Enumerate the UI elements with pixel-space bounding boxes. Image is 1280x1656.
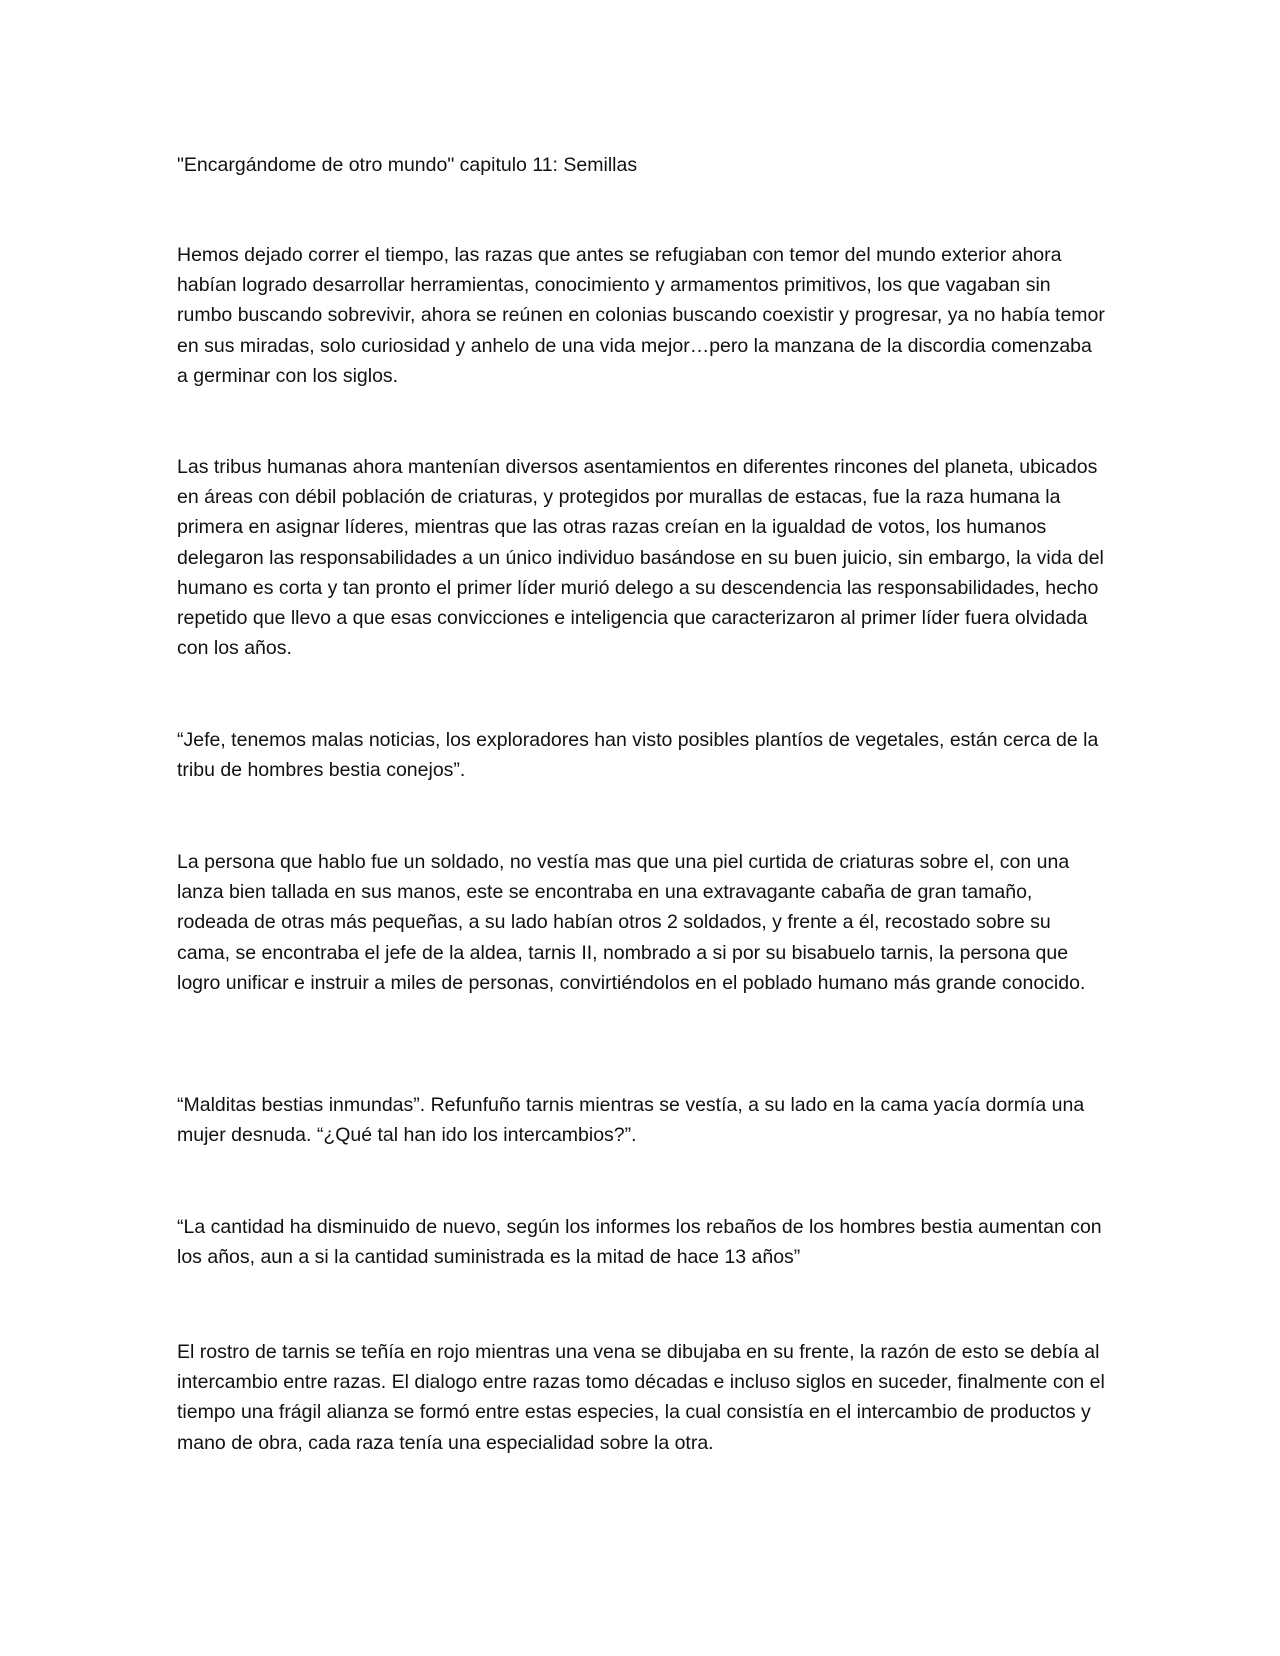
paragraph-2: Las tribus humanas ahora mantenían diversos asentamientos en diferentes rincones del planeta, ubicados en áreas con débil población de criaturas, y protegidos por murallas de estacas, fue la raza humana la primera en asignar líderes, mientras que las otras razas creían en la igualdad de votos, los humanos delegaron las responsabilidades a un único individuo basándose en su buen juicio, sin embargo, la vida del humano es corta y tan pronto el primer líder murió delego a su descendencia las responsabilidades, hecho repetido que llevo a que esas convicciones e inteligencia que caracterizaron al primer líder fuera olvidada con los años.: [177, 456, 1104, 660]
paragraph-1: Hemos dejado correr el tiempo, las razas que antes se refugiaban con temor del mundo exterior ahora habían logrado desarrollar herramientas, conocimiento y armamentos primitivos, los que vagaban sin rumbo buscando sobrevivir, ahora se reúnen en colonias buscando coexistir y progresar, ya no había temor en sus miradas, solo curiosidad y anhelo de una vida mejor…pero la manzana de la discordia comenzaba a germinar con los siglos.: [177, 244, 1105, 387]
paragraph-4: La persona que hablo fue un soldado, no vestía mas que una piel curtida de criaturas sobre el, con una lanza bien tallada en sus manos, este se encontraba en una extravagante cabaña de gran tamaño, rodeada de otras más pequeñas, a su lado habían otros 2 soldados, y frente a él, recostado sobre su cama, se encontraba el jefe de la aldea, tarnis II, nombrado a si por su bisabuelo tarnis, la persona que logro unificar e instruir a miles de personas, convirtiéndolos en el poblado humano más grande conocido.: [177, 851, 1086, 994]
paragraph-3: “Jefe, tenemos malas noticias, los exploradores han visto posibles plantíos de vegetales, están cerca de la tribu de hombres bestia conejos”.: [177, 729, 1099, 782]
paragraph-5: “Malditas bestias inmundas”. Refunfuño tarnis mientras se vestía, a su lado en la cama yacía dormía una mujer desnuda. “¿Qué tal han ido los intercambios?”.: [177, 1094, 1085, 1147]
chapter-title: "Encargándome de otro mundo" capitulo 11: Semillas: [177, 154, 638, 176]
paragraph-7: El rostro de tarnis se teñía en rojo mientras una vena se dibujaba en su frente, la razón de esto se debía al intercambio entre razas. El dialogo entre razas tomo décadas e incluso siglos en suceder, finalmente con el tiempo una frágil alianza se formó entre estas especies, la cual consistía en el intercambio de productos y mano de obra, cada raza tenía una especialidad sobre la otra.: [177, 1341, 1105, 1454]
paragraph-6: “La cantidad ha disminuido de nuevo, según los informes los rebaños de los hombres bestia aumentan con los años, aun a si la cantidad suministrada es la mitad de hace 13 años”: [177, 1216, 1102, 1269]
